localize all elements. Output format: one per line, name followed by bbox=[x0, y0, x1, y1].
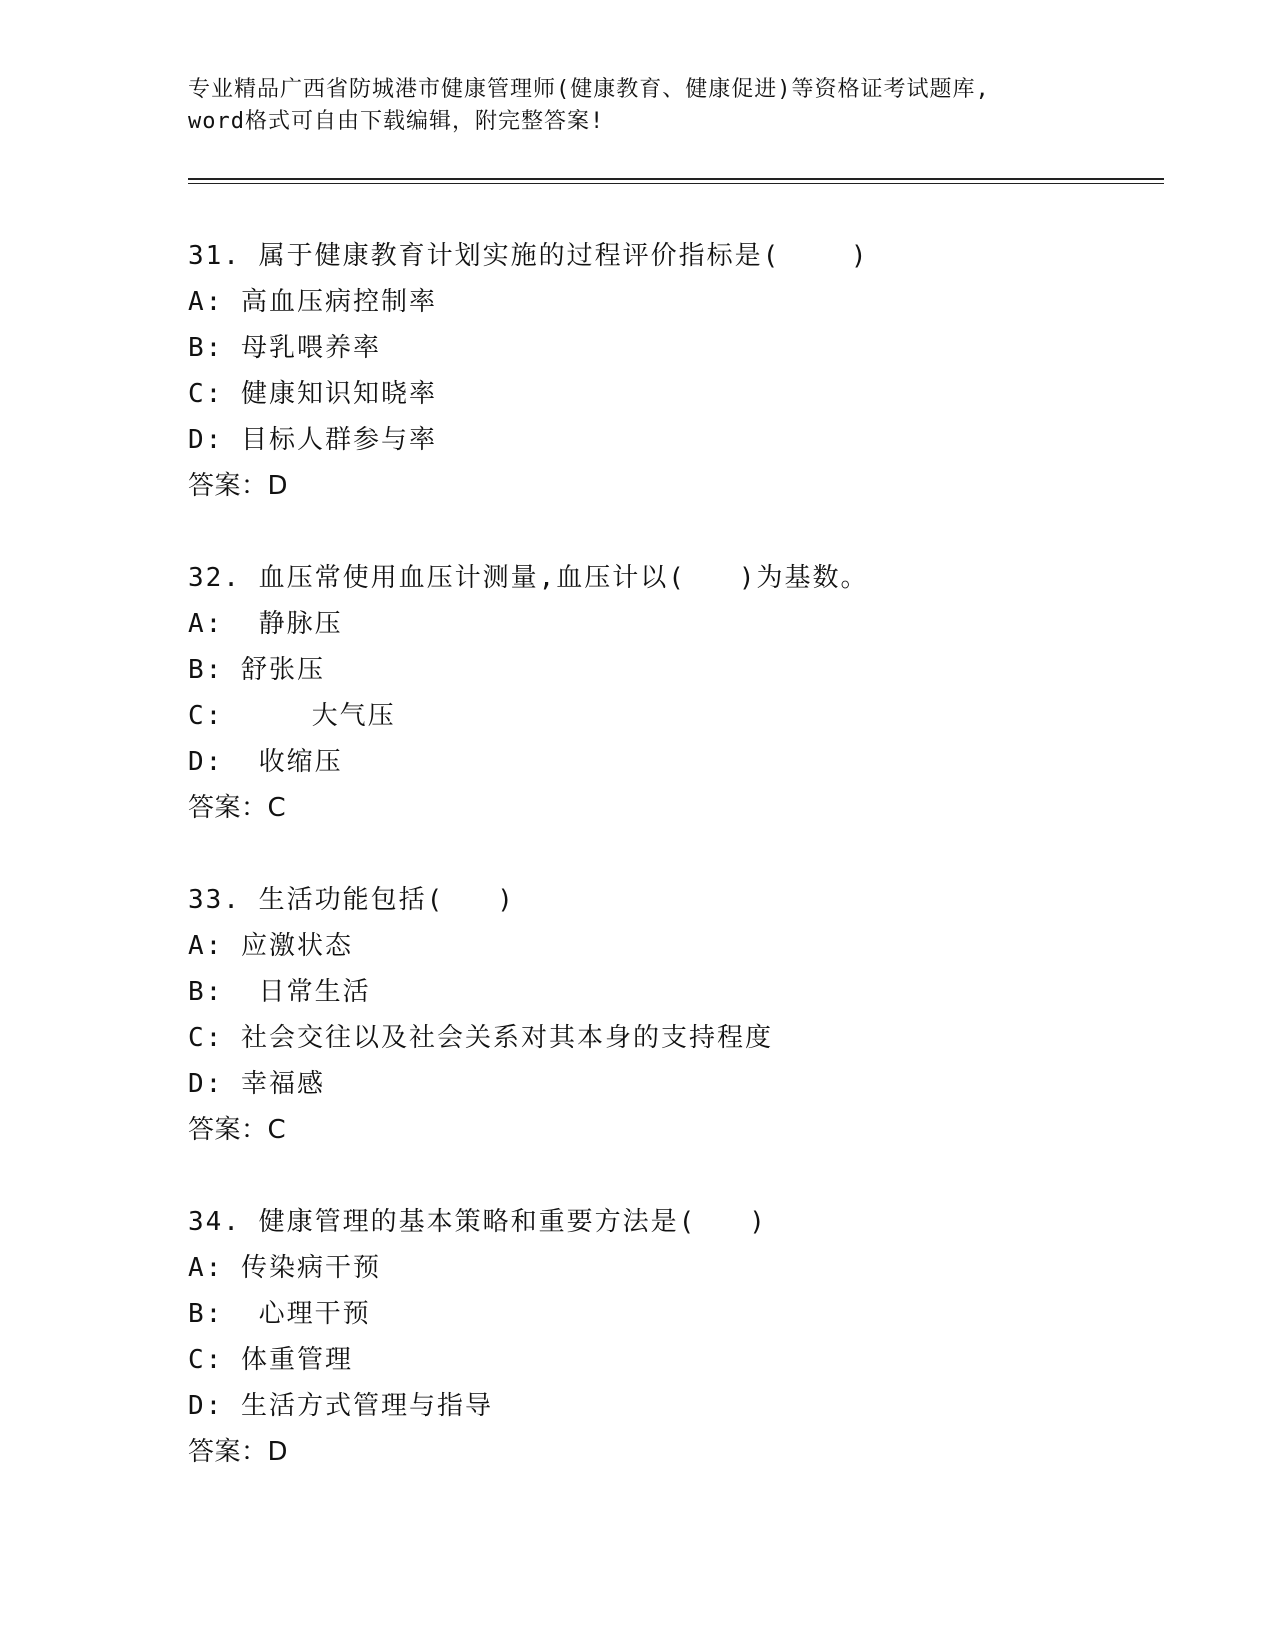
question-34 bbox=[188, 1199, 1148, 1521]
option-c: C: 健康知识知晓率 bbox=[188, 379, 437, 409]
question-list bbox=[188, 233, 1148, 1521]
option-a: A: 应激状态 bbox=[188, 931, 353, 961]
question-33 bbox=[188, 877, 1148, 1199]
answer: 答案：D bbox=[188, 471, 289, 501]
question-stem: 31. 属于健康教育计划实施的过程评价指标是( ) bbox=[188, 241, 869, 271]
question-stem: 33. 生活功能包括( ) bbox=[188, 885, 515, 915]
option-c: C: 大气压 bbox=[188, 701, 396, 731]
question-stem: 34. 健康管理的基本策略和重要方法是( ) bbox=[188, 1207, 767, 1237]
option-a: A: 高血压病控制率 bbox=[188, 287, 437, 317]
option-b: B: 舒张压 bbox=[188, 655, 325, 685]
answer: 答案：C bbox=[188, 1115, 287, 1145]
option-d: D: 幸福感 bbox=[188, 1069, 325, 1099]
header-line-1: 专业精品广西省防城港市健康管理师(健康教育、健康促进)等资格证考试题库, bbox=[188, 77, 990, 102]
option-a: A: 传染病干预 bbox=[188, 1253, 381, 1283]
question-31 bbox=[188, 233, 1148, 555]
question-stem: 32. 血压常使用血压计测量,血压计以( )为基数。 bbox=[188, 563, 869, 593]
answer: 答案：C bbox=[188, 793, 287, 823]
option-d: D: 生活方式管理与指导 bbox=[188, 1391, 493, 1421]
question-32 bbox=[188, 555, 1148, 877]
header-divider bbox=[188, 178, 1164, 184]
option-c: C: 社会交往以及社会关系对其本身的支持程度 bbox=[188, 1023, 773, 1053]
option-c: C: 体重管理 bbox=[188, 1345, 353, 1375]
document-header bbox=[188, 74, 1088, 138]
option-b: B: 日常生活 bbox=[188, 977, 371, 1007]
option-b: B: 母乳喂养率 bbox=[188, 333, 381, 363]
option-b: B: 心理干预 bbox=[188, 1299, 371, 1329]
option-d: D: 目标人群参与率 bbox=[188, 425, 437, 455]
option-a: A: 静脉压 bbox=[188, 609, 343, 639]
header-line-2: word格式可自由下载编辑，附完整答案! bbox=[188, 109, 605, 134]
option-d: D: 收缩压 bbox=[188, 747, 343, 777]
answer: 答案：D bbox=[188, 1437, 289, 1467]
